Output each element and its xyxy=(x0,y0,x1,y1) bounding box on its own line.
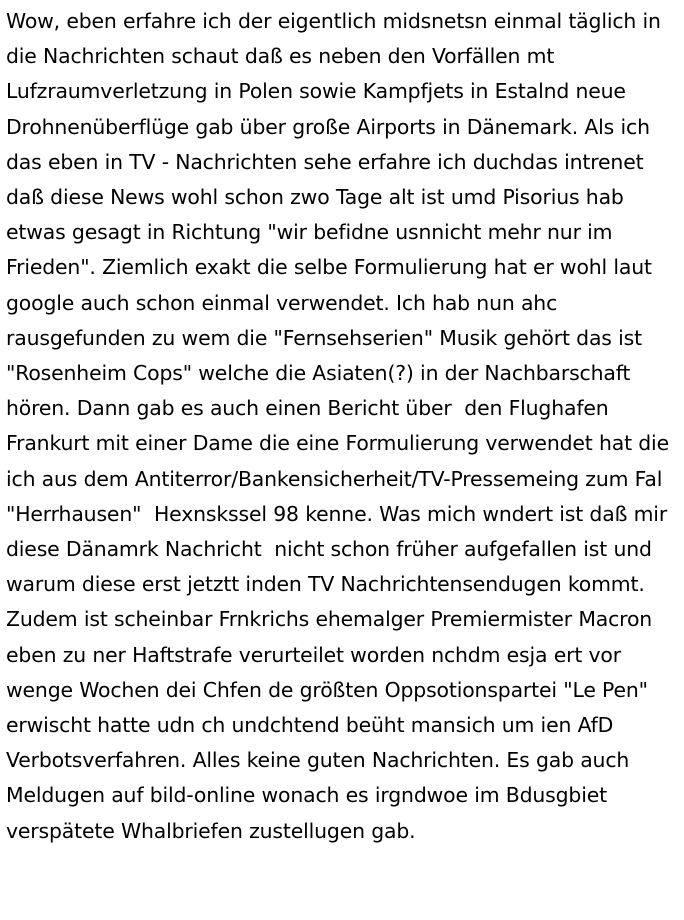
document-body-text: Wow, eben erfahre ich der eigentlich midsnetsn einmal täglich in die Nachrichten schaut daß es neben den Vorfällen mt Lufzraumverletzung in Polen sowie Kampfjets in Estalnd neue Drohnenüberflüge gab über große Airports in Dänemark. Als ich das eben in TV - Nachrichten sehe erfahre ich duchdas intrenet daß diese News wohl schon zwo Tage alt ist umd Pisorius hab etwas gesagt in Richtung "wir befidne usnnicht mehr nur im Frieden". Ziemlich exakt die selbe Formulierung hat er wohl laut google auch schon einmal verwendet. Ich hab nun ahc rausgefunden zu wem die "Fernsehserien" Musik gehört das ist "Rosenheim Cops" welche die Asiaten(?) in der Nachbarschaft hören. Dann gab es auch einen Bericht über den Flughafen Frankurt mit einer Dame die eine Formulierung verwendet hat die ich aus dem Antiterror/Bankensicherheit/TV-Pressemeing zum Fal "Herrhausen" Hexnskssel 98 kenne. Was mich wndert ist daß mir diese Dänamrk Nachricht nicht schon früher aufgefallen ist und warum diese erst jetztt inden TV Nachrichtensendugen kommt. Zudem ist scheinbar Frnkrichs ehemalger Premiermister Macron eben zu ner Haftstrafe verurteilet worden nchdm esja ert vor wenge Wochen dei Chfen de größten Oppsotionspartei "Le Pen" erwischt hatte udn ch undchtend beüht mansich um ien AfD Verbotsverfahren. Alles keine guten Nachrichten. Es gab auch Meldugen auf bild-online wonach es irgndwoe im Bdusgbiet verspätete Whalbriefen zustellugen gab. xyxy=(6,9,676,843)
